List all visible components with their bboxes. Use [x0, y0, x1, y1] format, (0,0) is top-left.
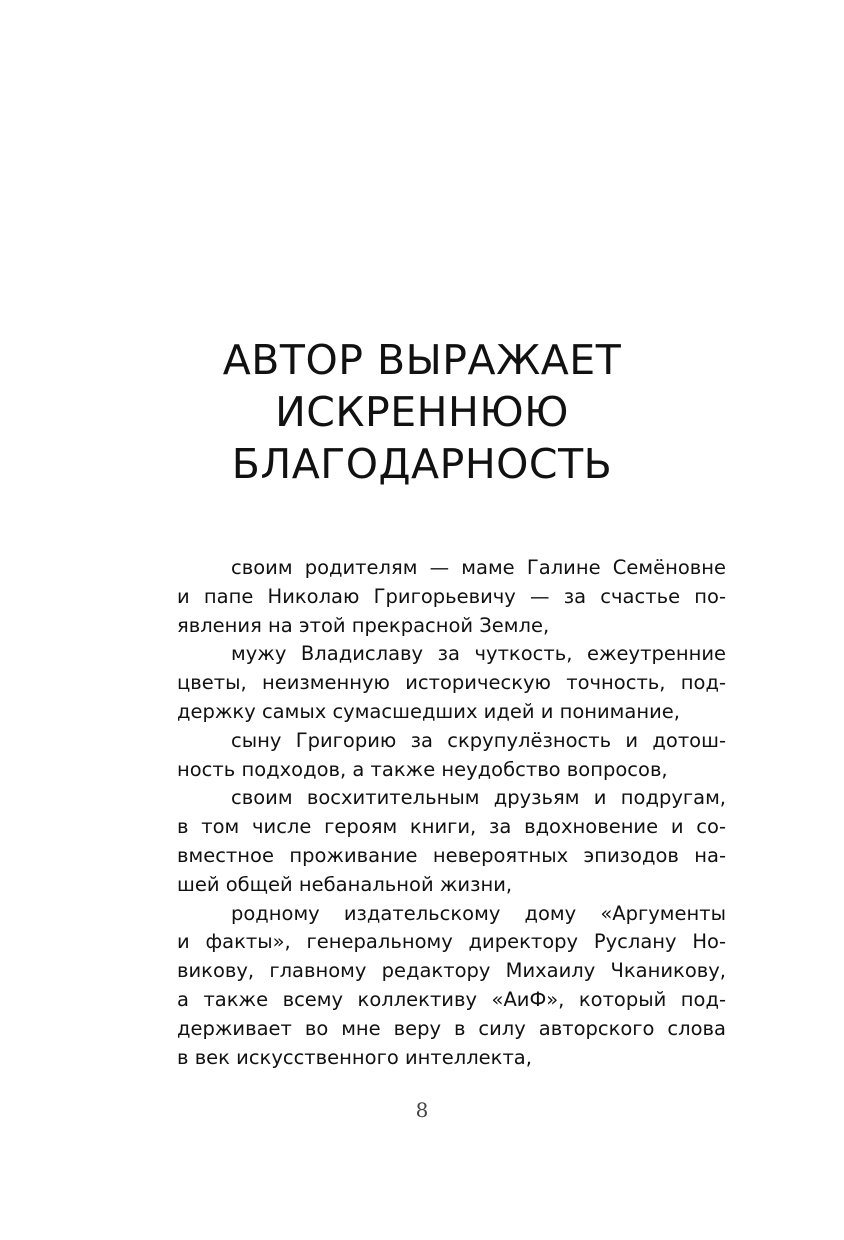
text-line: викову, главному редактору Михаилу Чканикову, — [177, 959, 726, 983]
acknowledgements-text — [177, 554, 726, 1072]
text-line: явления на этой прекрасной Земле, — [177, 613, 550, 637]
text-line: ность подходов, а также неудобство вопросов, — [177, 757, 668, 781]
text-line: и факты», генеральному директору Руслану Но- — [177, 930, 726, 954]
heading-line: АВТОР ВЫРАЖАЕТ — [222, 336, 622, 384]
page-number: 8 — [415, 1098, 429, 1122]
text-line: в век искусственного интеллекта, — [177, 1045, 532, 1069]
page-heading — [0, 334, 844, 490]
text-line: мужу Владиславу за чуткость, ежеутренние — [231, 642, 726, 666]
heading-line: БЛАГОДАРНОСТЬ — [231, 440, 613, 488]
text-line: сыну Григорию за скрупулёзность и дотош- — [231, 728, 726, 752]
text-line: и папе Николаю Григорьевичу — за счастье по- — [177, 584, 726, 608]
text-line: цветы, неизменную историческую точность, под- — [177, 671, 726, 695]
text-line: а также всему коллективу «АиФ», который под- — [177, 987, 726, 1011]
text-line: своим восхитительным друзьям и подругам, — [231, 786, 726, 810]
text-line: держивает во мне веру в силу авторского слова — [177, 1016, 726, 1040]
text-line: в том числе героям книги, за вдохновение и со- — [177, 815, 726, 839]
text-line: шей общей небанальной жизни, — [177, 872, 513, 896]
text-line: держку самых сумасшедших идей и понимание, — [177, 699, 680, 723]
text-line: родному издательскому дому «Аргументы — [231, 901, 726, 925]
text-line: своим родителям — маме Галине Семёновне — [231, 556, 726, 579]
text-line: вместное проживание невероятных эпизодов на- — [177, 843, 726, 867]
heading-line: ИСКРЕННЮЮ — [275, 388, 569, 436]
